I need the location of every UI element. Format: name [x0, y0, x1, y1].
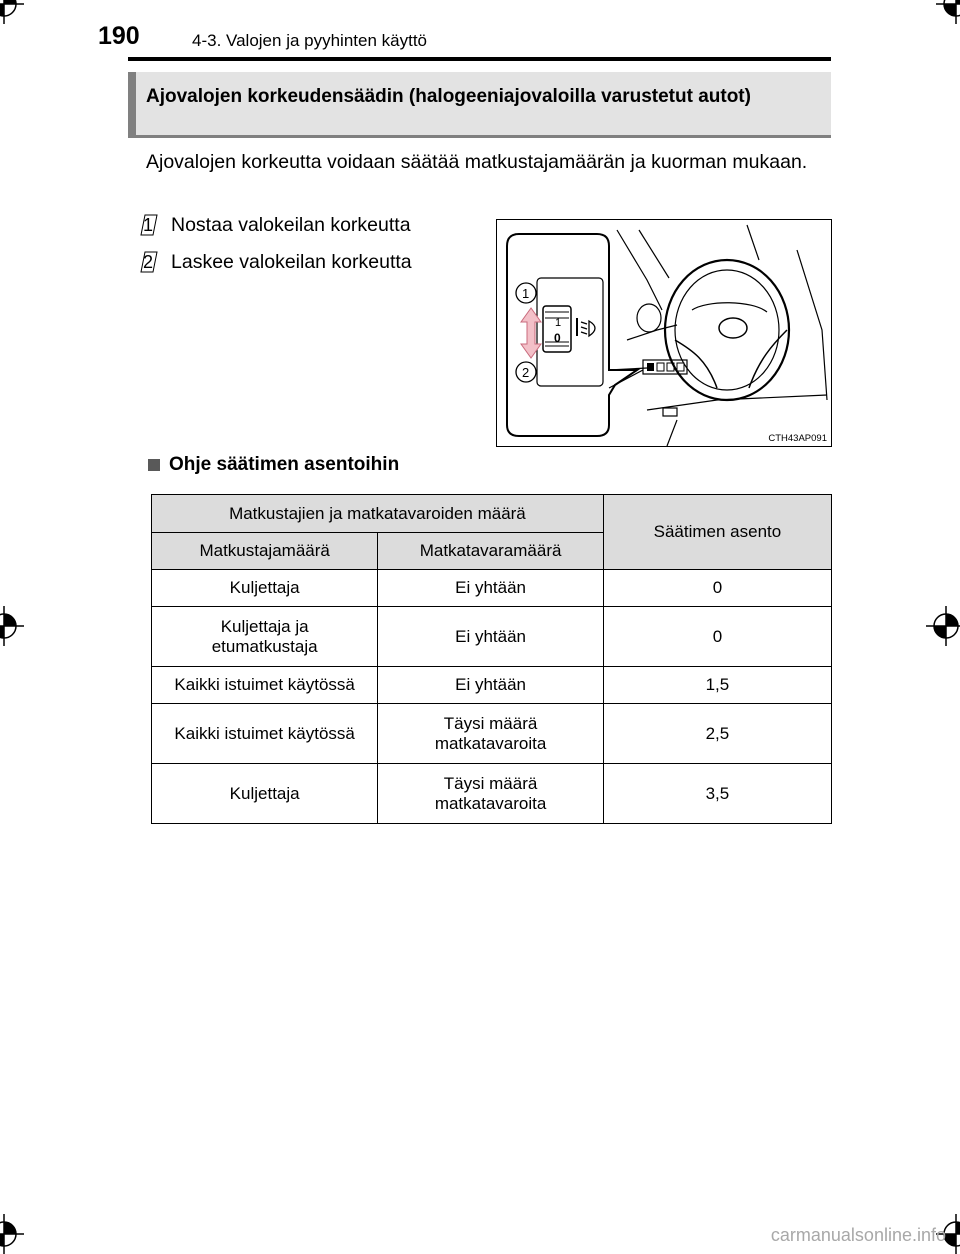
- intro-paragraph: Ajovalojen korkeutta voidaan säätää matkustajamäärän ja kuorman mukaan.: [146, 151, 808, 173]
- passengers-header: Matkustajamäärä: [152, 533, 378, 570]
- luggage-cell: Ei yhtään: [378, 607, 604, 667]
- dial-mark-bottom: 0: [554, 331, 561, 345]
- passengers-cell: Kuljettaja: [152, 570, 378, 607]
- table-row: [152, 764, 832, 824]
- registration-mark-icon: [0, 606, 24, 646]
- figure-code: CTH43AP091: [768, 433, 827, 444]
- section-title-box: [128, 72, 831, 138]
- subheading-text: Ohje säätimen asentoihin: [169, 454, 400, 475]
- passengers-cell: Kaikki istuimet käytössä: [152, 667, 378, 704]
- registration-mark-icon: [936, 0, 960, 24]
- table-row: [152, 667, 832, 704]
- luggage-cell: Ei yhtään: [378, 570, 604, 607]
- luggage-cell: Täysi määrä matkatavaroita: [378, 704, 604, 764]
- step-number-2: 2: [137, 250, 159, 274]
- headlight-position-table: [151, 494, 832, 824]
- running-title: 4-3. Valojen ja pyyhinten käyttö: [192, 31, 427, 50]
- section-title: Ajovalojen korkeudensäädin (halogeeniajovaloilla varustetut autot): [146, 86, 751, 107]
- group-header: Matkustajien ja matkatavaroiden määrä: [152, 495, 604, 533]
- step-item-1: [137, 213, 411, 237]
- dial-mark-top: 1: [555, 317, 562, 329]
- position-cell: 1,5: [603, 667, 831, 704]
- watermark: carmanualsonline.info: [770, 1225, 946, 1245]
- luggage-header: Matkatavaramäärä: [378, 533, 604, 570]
- step-number-1: 1: [137, 213, 159, 237]
- dashboard-drawing: [497, 220, 831, 446]
- callout-1: 1: [522, 286, 530, 301]
- position-cell: 2,5: [603, 704, 831, 764]
- registration-mark-icon: [0, 1214, 24, 1254]
- registration-mark-icon: [926, 606, 960, 646]
- position-cell: 0: [603, 607, 831, 667]
- step-text-2: Laskee valokeilan korkeutta: [171, 250, 412, 273]
- headlight-leveling-illustration: [496, 219, 832, 447]
- header-rule: [128, 57, 831, 61]
- passengers-cell: Kuljettaja: [152, 764, 378, 824]
- position-header: Säätimen asento: [603, 495, 831, 570]
- passengers-cell: Kuljettaja ja etumatkustaja: [152, 607, 378, 667]
- step-text-1: Nostaa valokeilan korkeutta: [171, 213, 411, 236]
- table-row: [152, 704, 832, 764]
- luggage-cell: Täysi määrä matkatavaroita: [378, 764, 604, 824]
- square-bullet-icon: [148, 459, 160, 471]
- table-subheading: [148, 454, 399, 476]
- table-row: [152, 570, 832, 607]
- page-number: 190: [98, 22, 140, 50]
- table-row: [152, 607, 832, 667]
- luggage-cell: Ei yhtään: [378, 667, 604, 704]
- callout-2: 2: [522, 365, 530, 380]
- position-cell: 3,5: [603, 764, 831, 824]
- passengers-cell: Kaikki istuimet käytössä: [152, 704, 378, 764]
- step-item-2: [137, 250, 412, 274]
- position-cell: 0: [603, 570, 831, 607]
- registration-mark-icon: [0, 0, 24, 24]
